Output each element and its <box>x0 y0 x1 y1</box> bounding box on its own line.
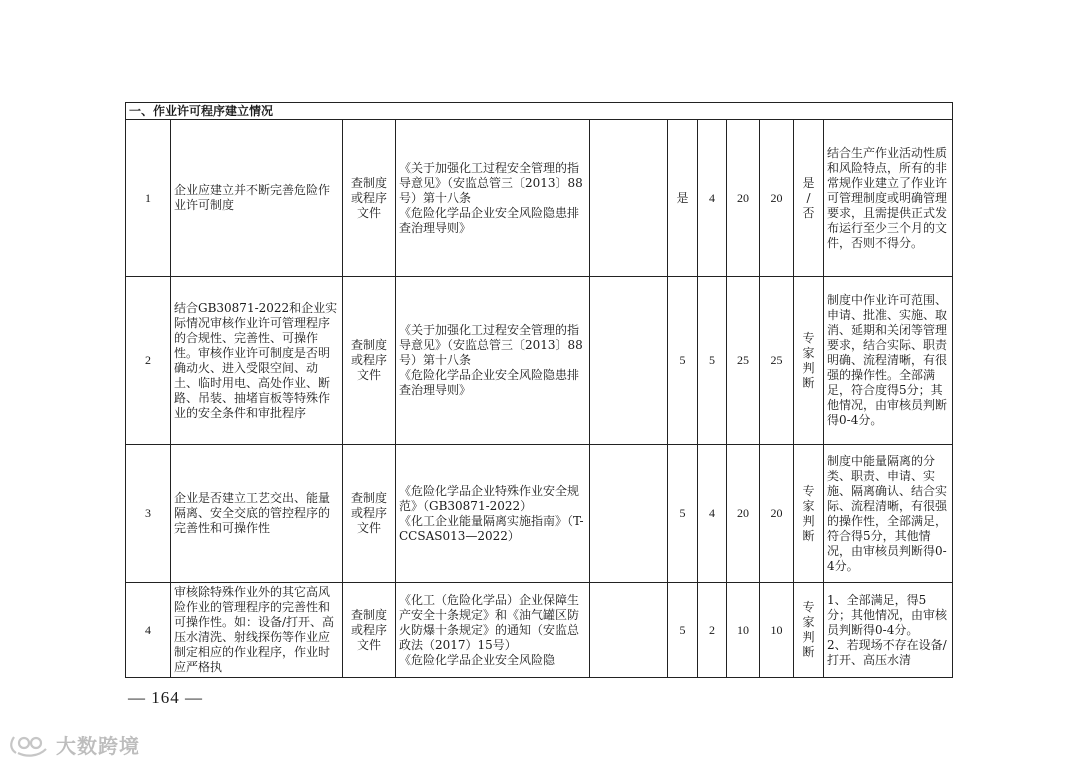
watermark-text: 大数跨境 <box>56 734 140 758</box>
legal-basis: 《化工（危险化学品）企业保障生产安全十条规定》和《油气罐区防火防爆十条规定》的通知（安监总政法（2017）15号） 《危险化学品企业安全风险隐 <box>396 583 590 678</box>
table-row <box>126 583 953 678</box>
judgement-method: 专 家 判 断 <box>794 277 824 445</box>
row-number: 4 <box>126 583 171 678</box>
weight-value: 4 <box>698 120 727 277</box>
blank-cell <box>590 445 668 583</box>
judgement-method: 是 / 否 <box>794 120 824 277</box>
legal-basis: 《危险化学品企业特殊作业安全规范》（GB30871-2022） 《化工企业能量隔离实施指南》（T-CCSAS013—2022） <box>396 445 590 583</box>
applicable-mark: 5 <box>668 277 698 445</box>
page-number: — 164 — <box>128 688 203 707</box>
scoring-criteria: 制度中能量隔离的分类、职责、申请、实施、隔离确认、结合实际、流程清晰，有很强的操作性，全部满足，符合得5分，其他情况，由审核员判断得0-4分。 <box>824 445 953 583</box>
total-score-value: 10 <box>760 583 794 678</box>
judgement-method: 专 家 判 断 <box>794 583 824 678</box>
blank-cell <box>590 583 668 678</box>
audit-method: 查制度或程序文件 <box>343 120 396 277</box>
row-number: 1 <box>126 120 171 277</box>
audit-method: 查制度或程序文件 <box>343 277 396 445</box>
table-row <box>126 445 953 583</box>
legal-basis: 《关于加强化工过程安全管理的指导意见》（安监总管三〔2013〕88号）第十八条 《危险化学品企业安全风险隐患排查治理导则》 <box>396 277 590 445</box>
watermark <box>8 730 140 759</box>
scoring-criteria: 制度中作业许可范围、申请、批准、实施、取消、延期和关闭等管理要求，结合实际、职责明确、流程清晰，有很强的操作性。全部满足，符合度得5分；其他情况，由审核员判断得0-4分。 <box>824 277 953 445</box>
table-row <box>126 120 953 277</box>
weight-value: 4 <box>698 445 727 583</box>
legal-basis: 《关于加强化工过程安全管理的指导意见》（安监总管三〔2013〕88号）第十八条 《危险化学品企业安全风险隐患排查治理导则》 <box>396 120 590 277</box>
score-value: 10 <box>727 583 760 678</box>
score-value: 25 <box>727 277 760 445</box>
audit-method: 查制度或程序文件 <box>343 445 396 583</box>
total-score-value: 20 <box>760 445 794 583</box>
audit-content: 企业是否建立工艺交出、能量隔离、安全交底的管控程序的完善性和可操作性 <box>171 445 343 583</box>
audit-content: 结合GB30871-2022和企业实际情况审核作业许可管理程序的合规性、完善性、可操作性。审核作业许可制度是否明确动火、进入受限空间、动土、临时用电、高处作业、断路、吊装、抽堵盲板等特殊作业的安全条件和审批程序 <box>171 277 343 445</box>
score-value: 20 <box>727 120 760 277</box>
scoring-criteria: 结合生产作业活动性质和风险特点，所有的非常规作业建立了作业许可管理制度或明确管理要求，且需提供正式发布运行至少三个月的文件，否则不得分。 <box>824 120 953 277</box>
weight-value: 5 <box>698 277 727 445</box>
score-value: 20 <box>727 445 760 583</box>
total-score-value: 25 <box>760 277 794 445</box>
applicable-mark: 5 <box>668 583 698 678</box>
row-number: 3 <box>126 445 171 583</box>
applicable-mark: 是 <box>668 120 698 277</box>
blank-cell <box>590 277 668 445</box>
audit-content: 企业应建立并不断完善危险作业许可制度 <box>171 120 343 277</box>
table-row <box>126 277 953 445</box>
scoring-criteria: 1、全部满足，得5分；其他情况，由审核员判断得0-4分。 2、若现场不存在设备/打开、高压水清 <box>824 583 953 678</box>
watermark-logo-icon <box>8 733 52 757</box>
audit-content: 审核除特殊作业外的其它高风险作业的管理程序的完善性和可操作性。如：设备/打开、高压水清洗、射线探伤等作业应制定相应的作业程序，作业时应严格执 <box>171 583 343 678</box>
blank-cell <box>590 120 668 277</box>
applicable-mark: 5 <box>668 445 698 583</box>
audit-method: 查制度或程序文件 <box>343 583 396 678</box>
row-number: 2 <box>126 277 171 445</box>
total-score-value: 20 <box>760 120 794 277</box>
audit-table <box>125 102 953 678</box>
weight-value: 2 <box>698 583 727 678</box>
section-title: 一、作业许可程序建立情况 <box>126 103 953 120</box>
section-header-row <box>126 103 953 120</box>
judgement-method: 专 家 判 断 <box>794 445 824 583</box>
